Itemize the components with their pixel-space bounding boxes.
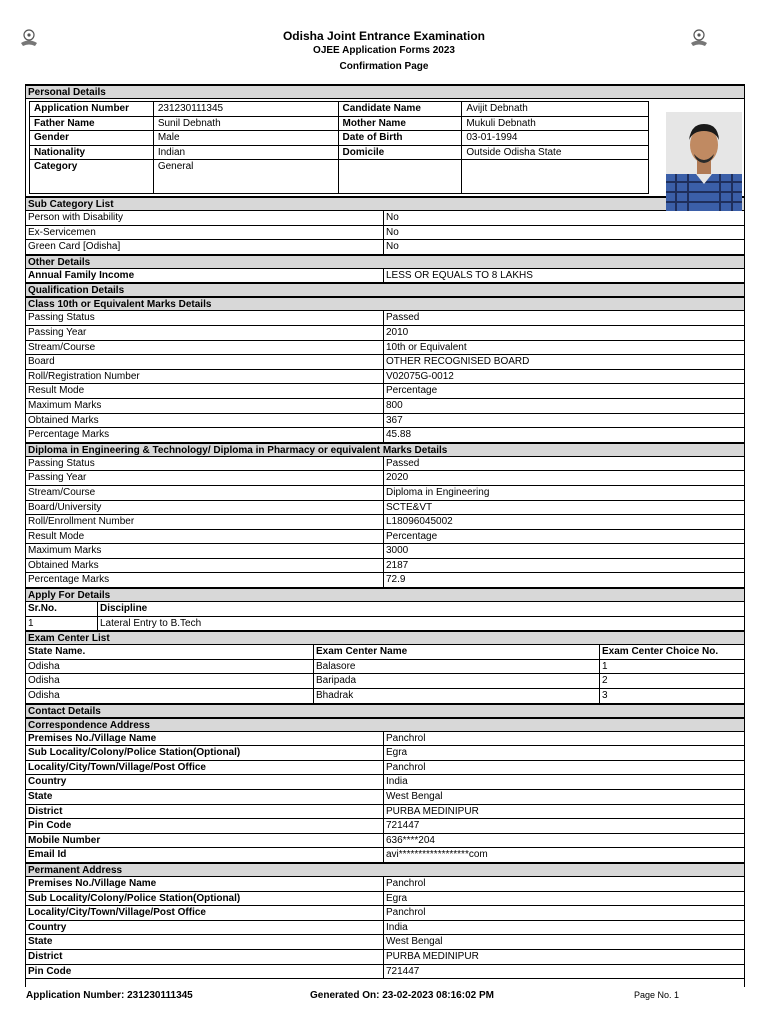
field-label: Ex-Servicemen [26,226,384,240]
field-label: Candidate Name [338,102,462,117]
field-value: Panchrol [386,761,426,773]
field-label: Roll/Enrollment Number [26,515,384,529]
field-value: V02075G-0012 [386,370,454,382]
section-sub-category: Sub Category List [26,197,744,211]
table-row [26,311,744,326]
column-header: Exam Center Name [314,645,600,659]
field-value: Outside Odisha State [462,145,649,160]
field-value: 721447 [386,965,420,977]
table-row [26,414,744,429]
field-value: West Bengal [386,791,443,802]
field-label: Passing Year [26,326,384,340]
footer-application-number: Application Number: 231230111345 [26,990,193,1001]
column-header: Exam Center Choice No. [602,646,719,658]
field-label: Passing Year [26,471,384,485]
table-row [26,921,744,936]
table-row [26,674,744,689]
field-label: Mobile Number [26,834,384,848]
field-label: Percentage Marks [26,573,384,587]
table-header-row [26,602,744,617]
field-value: L18096045002 [386,516,453,528]
table-row [26,355,744,370]
table-row [26,790,744,805]
section-exam-center: Exam Center List [26,631,744,645]
section-diploma: Diploma in Engineering & Technology/ Diploma in Pharmacy or equivalent Marks Details [26,443,744,457]
footer-generated-on: Generated On: 23-02-2023 08:16:02 PM [310,990,494,1001]
field-label: Result Mode [26,530,384,544]
field-label: Locality/City/Town/Village/Post Office [26,761,384,775]
personal-row [30,160,649,194]
table-row [26,486,744,501]
field-label: Result Mode [26,384,384,398]
field-value: No [386,241,399,253]
field-value: Percentage [386,385,438,397]
table-row [26,428,744,443]
field-label: Application Number [30,102,154,117]
table-row [26,906,744,921]
field-label: Country [26,921,384,935]
field-label: District [26,805,384,819]
field-label: Premises No./Village Name [26,877,384,891]
table-row [26,834,744,849]
table-row [26,617,744,632]
field-label: District [26,950,384,964]
table-cell: 1 [26,617,98,631]
document-title: Odisha Joint Entrance Examination [282,29,486,43]
field-value: Egra [386,747,408,759]
table-row [26,501,744,516]
table-row [26,732,744,747]
footer-page-number: Page No. 1 [634,990,680,1000]
field-value: Indian [153,145,338,160]
personal-row [30,131,649,146]
table-row [26,457,744,472]
field-label: Country [26,775,384,789]
field-label: Maximum Marks [26,399,384,413]
field-value: Mukuli Debnath [462,116,649,131]
table-row [26,326,744,341]
field-label: Green Card [Odisha] [26,240,384,254]
page-name: Confirmation Page [339,61,429,72]
table-row [26,689,744,704]
table-row [26,805,744,820]
table-cell: Baripada [314,674,600,688]
field-label: Date of Birth [338,131,462,146]
field-value: 72.9 [386,574,406,586]
table-row [26,775,744,790]
field-value [462,160,649,194]
field-value: PURBA MEDINIPUR [386,805,479,817]
field-value: Egra [386,892,408,904]
section-personal-details: Personal Details [26,85,744,99]
field-value: India [386,921,408,933]
table-cell: Balasore [314,660,600,674]
field-value: SCTE&VT [386,501,433,513]
personal-row [30,145,649,160]
field-value: Panchrol [386,732,426,744]
personal-details-block [26,99,744,197]
field-label: Passing Status [26,457,384,471]
field-label: Sub Locality/Colony/Police Station(Optional) [26,746,384,760]
field-label: Maximum Marks [26,544,384,558]
field-value: No [386,212,399,223]
field-label: Person with Disability [26,211,384,225]
table-row [26,226,744,241]
table-row [26,211,744,226]
table-row [26,341,744,356]
document-subtitle: OJEE Application Forms 2023 [313,45,455,56]
field-label: State [26,790,384,804]
candidate-photo [666,112,742,211]
table-cell: 1 [602,660,608,672]
table-row [26,515,744,530]
field-value: Panchrol [386,877,426,889]
table-cell: 3 [602,690,608,702]
field-value: West Bengal [386,936,443,948]
field-label [338,160,462,194]
field-label: Nationality [30,145,154,160]
table-row [26,848,744,863]
field-value: Avijit Debnath [462,102,649,117]
table-row [26,399,744,414]
table-row [26,892,744,907]
field-label: Gender [30,131,154,146]
table-row [26,544,744,559]
field-label: Pin Code [26,819,384,833]
field-value: PURBA MEDINIPUR [386,950,479,962]
field-value: Male [153,131,338,146]
table-cell: Odisha [26,674,314,688]
table-row [26,660,744,675]
field-label: Stream/Course [26,341,384,355]
field-label: Email Id [26,848,384,862]
table-row [26,471,744,486]
table-row [26,965,744,980]
section-other-details: Other Details [26,255,744,269]
field-label: Premises No./Village Name [26,732,384,746]
table-row [26,573,744,588]
column-header: Discipline [100,603,148,615]
field-value: Sunil Debnath [153,116,338,131]
field-value: 231230111345 [153,102,338,117]
table-row [26,370,744,385]
field-label: Obtained Marks [26,559,384,573]
field-value: Passed [386,312,420,324]
field-value: 2010 [386,326,409,338]
field-value: avi******************com [386,849,488,861]
field-value: 45.88 [386,429,412,441]
table-cell: Odisha [26,660,314,674]
section-contact: Contact Details [26,704,744,718]
table-cell: Bhadrak [314,689,600,703]
table-cell: Odisha [26,689,314,703]
field-label: Domicile [338,145,462,160]
field-value: 721447 [386,820,420,832]
field-value: 800 [386,399,403,411]
field-label: Percentage Marks [26,428,384,442]
field-value: India [386,776,408,788]
table-row [26,746,744,761]
field-label: Sub Locality/Colony/Police Station(Optional) [26,892,384,906]
table-cell: Lateral Entry to B.Tech [100,617,202,629]
field-value: 636****204 [386,834,435,846]
field-value: 367 [386,414,403,426]
table-row [26,559,744,574]
personal-details-table [29,101,649,194]
table-row [26,877,744,892]
table-row [26,269,744,284]
field-label: Stream/Course [26,486,384,500]
field-value: General [153,160,338,194]
table-row [26,935,744,950]
confirmation-form [25,84,745,987]
field-label: Pin Code [26,965,384,979]
table-row [26,950,744,965]
column-header: Sr.No. [26,602,98,616]
field-label: Category [30,160,154,194]
table-row [26,530,744,545]
field-label: Mother Name [338,116,462,131]
field-value: Panchrol [386,907,426,919]
field-value: Diploma in Engineering [386,486,490,498]
personal-row [30,102,649,117]
field-value: LESS OR EQUALS TO 8 LAKHS [386,269,533,281]
field-value: Passed [386,457,420,469]
field-value: 3000 [386,545,409,557]
table-cell: 2 [602,675,608,687]
field-value: Percentage [386,530,438,542]
table-row [26,761,744,776]
table-header-row [26,645,744,660]
section-correspondence-address: Correspondence Address [26,718,744,732]
field-label: Roll/Registration Number [26,370,384,384]
table-row [26,240,744,255]
section-permanent-address: Permanent Address [26,863,744,877]
field-value: No [386,226,399,238]
field-label: Annual Family Income [26,269,384,283]
field-label: Passing Status [26,311,384,325]
field-label: Father Name [30,116,154,131]
field-label: State [26,935,384,949]
table-row [26,384,744,399]
table-row [26,819,744,834]
field-value: 03-01-1994 [462,131,649,146]
field-value: 2187 [386,559,409,571]
personal-row [30,116,649,131]
column-header: State Name. [26,645,314,659]
field-label: Board [26,355,384,369]
field-label: Locality/City/Town/Village/Post Office [26,906,384,920]
field-value: OTHER RECOGNISED BOARD [386,356,530,368]
section-qualification: Qualification Details [26,283,744,297]
field-value: 2020 [386,472,409,484]
section-apply-for: Apply For Details [26,588,744,602]
field-label: Obtained Marks [26,414,384,428]
field-label: Board/University [26,501,384,515]
field-value: 10th or Equivalent [386,341,467,353]
section-class10: Class 10th or Equivalent Marks Details [26,297,744,311]
